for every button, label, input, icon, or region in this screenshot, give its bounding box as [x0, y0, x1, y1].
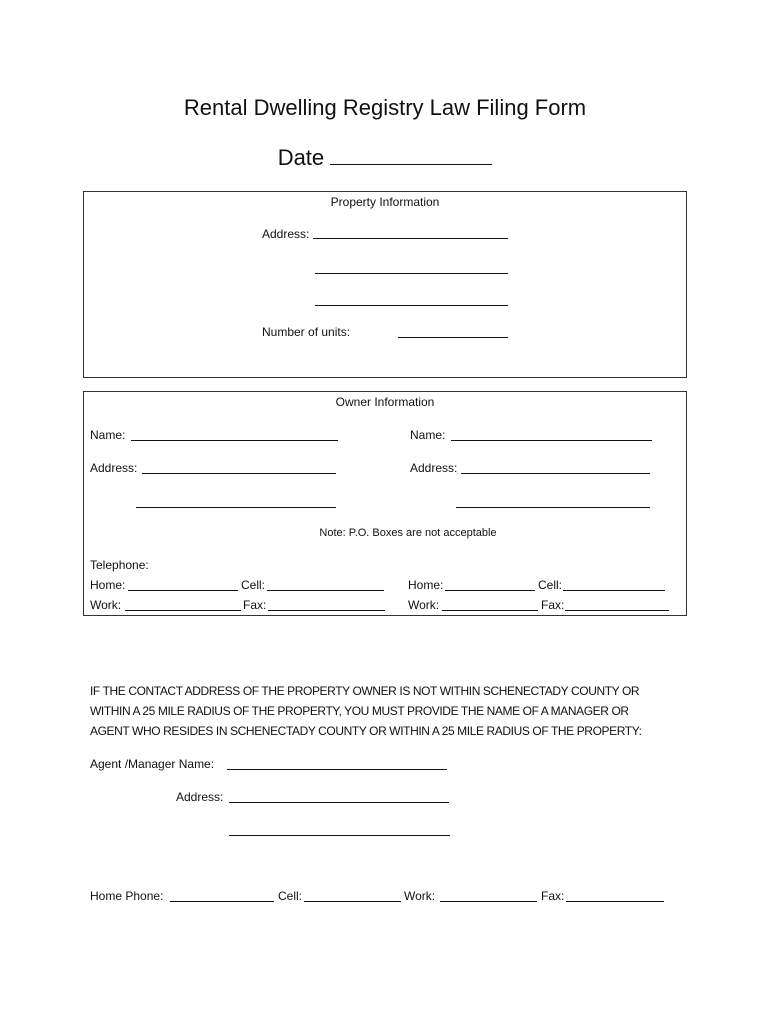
- owner2-home-field[interactable]: [445, 590, 535, 591]
- date-row: [0, 145, 770, 171]
- owner1-fax-field[interactable]: [268, 610, 385, 611]
- owner1-address-field-1[interactable]: [142, 473, 336, 474]
- owner1-cell-label: Cell:: [241, 578, 266, 592]
- notice-line-3: AGENT WHO RESIDES IN SCHENECTADY COUNTY OR WITHIN A 25 MILE RADIUS OF THE PROPERTY:: [90, 724, 642, 738]
- owner2-home-label: Home:: [408, 578, 444, 592]
- form-title: Rental Dwelling Registry Law Filing Form: [183, 95, 587, 120]
- owner1-address-field-2[interactable]: [136, 507, 336, 508]
- owner2-cell-label: Cell:: [538, 578, 563, 592]
- agent-work-label: Work:: [404, 889, 436, 903]
- owner2-name-field[interactable]: [451, 440, 652, 441]
- agent-cell-field[interactable]: [304, 901, 401, 902]
- agent-address-field-1[interactable]: [229, 802, 449, 803]
- agent-name-field[interactable]: [227, 769, 447, 770]
- agent-fax-label: Fax:: [541, 889, 565, 903]
- owner2-address-field-1[interactable]: [461, 473, 650, 474]
- owner1-home-label: Home:: [90, 578, 126, 592]
- agent-work-field[interactable]: [440, 901, 537, 902]
- units-field[interactable]: [398, 337, 508, 338]
- owner2-work-label: Work:: [408, 598, 440, 612]
- property-address-line-1[interactable]: [313, 238, 508, 239]
- property-address-line-3[interactable]: [315, 305, 508, 306]
- property-heading: Property Information: [330, 195, 440, 209]
- agent-cell-label: Cell:: [278, 889, 303, 903]
- property-address-label: Address:: [262, 227, 310, 241]
- notice-line-1: IF THE CONTACT ADDRESS OF THE PROPERTY OWNER IS NOT WITHIN SCHENECTADY COUNTY OR: [90, 684, 640, 698]
- agent-home-phone-label: Home Phone:: [90, 889, 164, 903]
- owner2-fax-field[interactable]: [565, 610, 669, 611]
- owner2-address-field-2[interactable]: [456, 507, 650, 508]
- owner1-work-label: Work:: [90, 598, 122, 612]
- telephone-label: Telephone:: [90, 558, 149, 572]
- owner1-work-field[interactable]: [125, 610, 241, 611]
- date-label: Date: [277, 145, 325, 170]
- owner1-address-label: Address:: [90, 461, 138, 475]
- agent-fax-field[interactable]: [566, 901, 664, 902]
- agent-address-field-2[interactable]: [229, 835, 450, 836]
- owner1-home-field[interactable]: [128, 590, 238, 591]
- agent-name-label: Agent /Manager Name:: [90, 757, 215, 771]
- owner2-fax-label: Fax:: [541, 598, 565, 612]
- owner-heading: Owner Information: [335, 395, 435, 409]
- agent-home-phone-field[interactable]: [170, 901, 274, 902]
- owner1-cell-field[interactable]: [267, 590, 384, 591]
- owner2-cell-field[interactable]: [563, 590, 665, 591]
- property-information-section: [83, 191, 687, 378]
- owner-information-section: [83, 391, 687, 616]
- owner1-fax-label: Fax:: [243, 598, 267, 612]
- date-field[interactable]: [330, 150, 492, 165]
- notice-line-2: WITHIN A 25 MILE RADIUS OF THE PROPERTY, YOU MUST PROVIDE THE NAME OF A MANAGER OR: [90, 704, 629, 718]
- owner2-name-label: Name:: [410, 428, 446, 442]
- units-label: Number of units:: [262, 325, 351, 339]
- po-box-note: Note: P.O. Boxes are not acceptable: [319, 527, 497, 539]
- agent-address-label: Address:: [176, 790, 224, 804]
- owner1-name-label: Name:: [90, 428, 126, 442]
- owner2-work-field[interactable]: [442, 610, 538, 611]
- owner2-address-label: Address:: [410, 461, 458, 475]
- property-address-line-2[interactable]: [315, 273, 508, 274]
- owner1-name-field[interactable]: [131, 440, 338, 441]
